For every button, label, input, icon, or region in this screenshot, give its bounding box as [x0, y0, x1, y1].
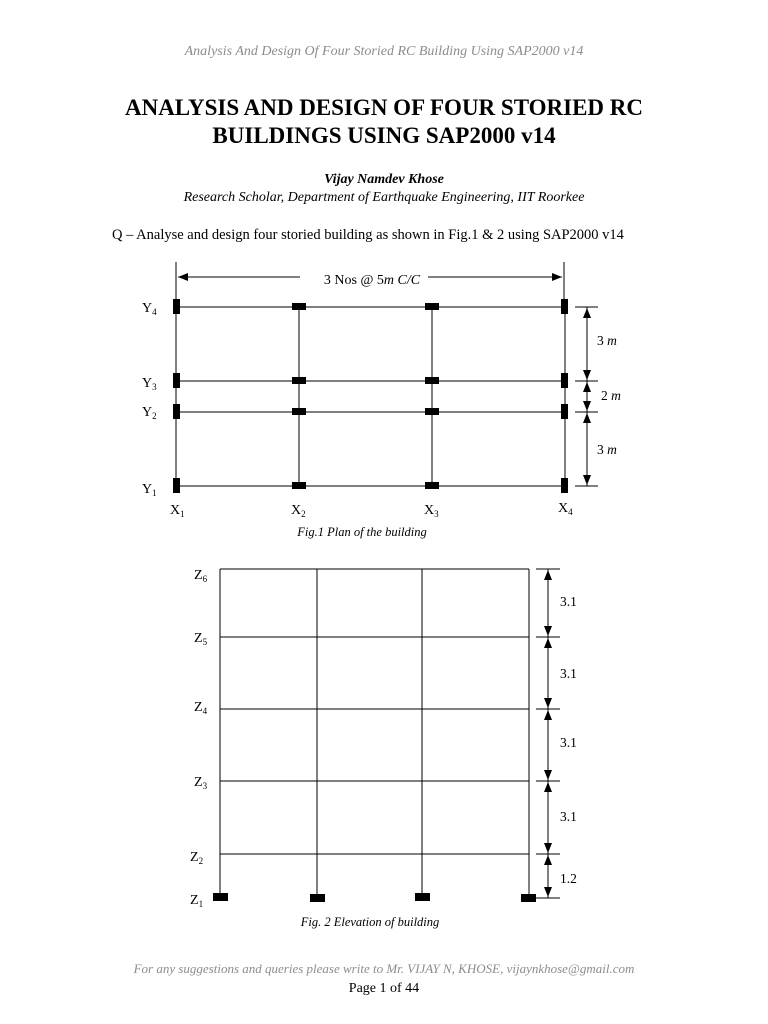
plan-x-label: $X_1$ [170, 503, 185, 519]
page-footer: For any suggestions and queries please write to Mr. VIJAY N, KHOSE, vijaynkhose@gmail.com [133, 961, 635, 976]
plan-dimension-label: 3 m [597, 333, 617, 348]
elevation-z-label: $Z_4$ [194, 700, 208, 716]
page-number: Page 1 of 44 [348, 981, 420, 996]
plan-y-label: $Y_2$ [142, 405, 157, 421]
fixed-support [213, 893, 228, 901]
elevation-z-label: $Z_5$ [194, 631, 208, 647]
plan-column [292, 377, 306, 384]
title-line-1: ANALYSIS AND DESIGN OF FOUR STORIED RC [124, 95, 644, 120]
elevation-dimension-label: 3.1 [560, 735, 577, 750]
elevation-supports [213, 893, 536, 902]
author-name: Vijay Namdev Khose [324, 172, 444, 187]
plan-y-label: $Y_1$ [142, 482, 157, 498]
plan-caption: Fig.1 Plan of the building [297, 525, 427, 539]
plan-column [173, 373, 180, 388]
plan-span-label: 3 Nos @ 5m C/C [323, 273, 421, 288]
plan-column [561, 478, 568, 493]
plan-column [561, 373, 568, 388]
plan-column [292, 482, 306, 489]
plan-grid [176, 307, 565, 486]
elevation-z-label: $Z_2$ [190, 850, 204, 866]
plan-x-label: $X_2$ [291, 503, 306, 519]
fixed-support [310, 894, 325, 902]
plan-column [173, 404, 180, 419]
elevation-grid [220, 569, 529, 898]
plan-column [173, 478, 180, 493]
title-line-2: BUILDINGS USING SAP2000 v14 [212, 123, 556, 148]
plan-column [425, 408, 439, 415]
plan-y-label: $Y_3$ [142, 376, 157, 392]
plan-column [425, 303, 439, 310]
elevation-z-label: $Z_6$ [194, 568, 208, 584]
plan-dimension-label: 2 m [601, 388, 621, 403]
fixed-support [415, 893, 430, 901]
running-header: Analysis And Design Of Four Storied RC Building Using SAP2000 v14 [184, 44, 584, 59]
elevation-caption: Fig. 2 Elevation of building [300, 915, 440, 929]
plan-column [292, 303, 306, 310]
plan-span-arrow-right [552, 273, 562, 281]
plan-column [292, 408, 306, 415]
elevation-dimension-label: 3.1 [560, 809, 577, 824]
plan-y-label: $Y_4$ [142, 301, 157, 317]
plan-vertical-dimension [575, 307, 598, 486]
plan-column [561, 299, 568, 314]
elevation-dimension-label: 3.1 [560, 594, 577, 609]
elevation-z-label: $Z_3$ [194, 775, 208, 791]
plan-column [561, 404, 568, 419]
plan-x-label: $X_4$ [558, 501, 573, 517]
elevation-dimension-label: 1.2 [560, 871, 577, 886]
author-affiliation: Research Scholar, Department of Earthquake Engineering, IIT Roorkee [183, 190, 585, 205]
plan-columns [173, 299, 568, 493]
plan-x-label: $X_3$ [424, 503, 439, 519]
plan-dimension-label: 3 m [597, 442, 617, 457]
question-text: Q – Analyse and design four storied building as shown in Fig.1 & 2 using SAP2000 v14 [112, 227, 624, 243]
fixed-support [521, 894, 536, 902]
elevation-dimension-label: 3.1 [560, 666, 577, 681]
elevation-z-label: $Z_1$ [190, 893, 204, 909]
plan-span-arrow-left [178, 273, 188, 281]
plan-column [173, 299, 180, 314]
plan-column [425, 482, 439, 489]
plan-column [425, 377, 439, 384]
